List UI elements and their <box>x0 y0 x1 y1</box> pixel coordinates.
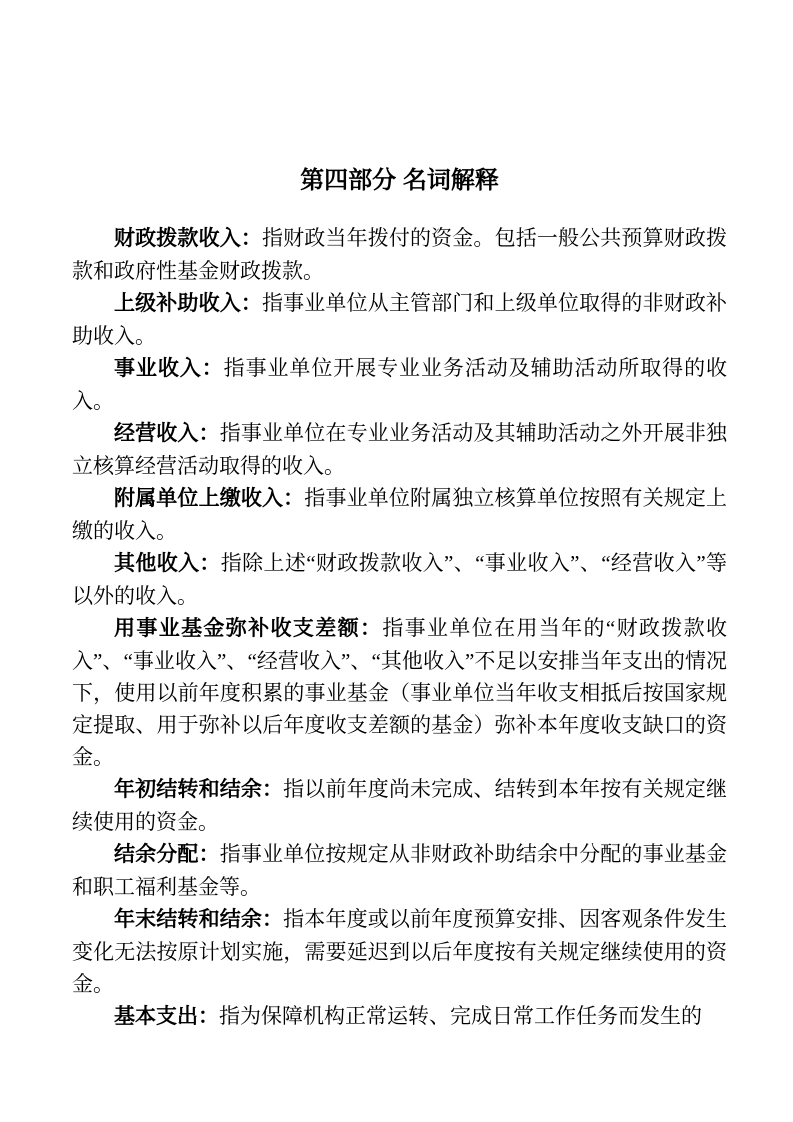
definition-paragraph <box>72 838 727 903</box>
definition-term: 财政拨款收入： <box>114 227 262 250</box>
definition-text: 指财政当年拨付的资金。包括一般公共预算财政拨款和政府性基金财政拨款。 <box>72 226 727 283</box>
page-title: 第四部分 名词解释 <box>300 167 499 194</box>
definition-term: 年初结转和结余： <box>114 778 284 801</box>
definition-term: 基本支出： <box>114 1005 219 1028</box>
definition-paragraph <box>72 287 727 352</box>
definition-text: 指事业单位开展专业业务活动及辅助活动所取得的收入。 <box>72 356 728 413</box>
definition-text: 指事业单位按规定从非财政补助结余中分配的事业基金和职工福利基金等。 <box>72 842 728 899</box>
definition-text: 指事业单位附属独立核算单位按照有关规定上缴的收入。 <box>72 486 728 543</box>
definition-paragraph <box>72 352 727 417</box>
definition-text: 指除上述“财政拨款收入”、“事业收入”、“经营收入”等以外的收入。 <box>72 551 727 608</box>
definition-text: 指事业单位在用当年的“财政拨款收入”、“事业收入”、“经营收入”、“其他收入”不足以安排当年支出的情况下，使用以前年度积累的事业基金（事业单位当年收支相抵后按国家规定提取、用于弥补以后年度收支差额的基金）弥补本年度收支缺口的资金。 <box>72 616 728 769</box>
definition-text: 指事业单位在专业业务活动及其辅助活动之外开展非独立核算经营活动取得的收入。 <box>72 421 728 478</box>
definition-paragraph <box>72 482 727 547</box>
definition-paragraph <box>72 222 727 287</box>
definition-term: 年末结转和结余： <box>114 908 284 931</box>
definition-term: 事业收入： <box>114 357 224 380</box>
definition-paragraph <box>72 547 727 612</box>
definition-text: 指事业单位从主管部门和上级单位取得的非财政补助收入。 <box>72 291 727 348</box>
definition-term: 附属单位上缴收入： <box>114 487 305 510</box>
definition-term: 用事业基金弥补收支差额： <box>114 617 383 640</box>
definition-paragraph <box>72 417 727 482</box>
definition-term: 结余分配： <box>114 843 220 866</box>
definition-term: 上级补助收入： <box>114 292 262 315</box>
definition-term: 经营收入： <box>114 422 220 445</box>
definition-text: 指本年度或以前年度预算安排、因客观条件发生变化无法按原计划实施，需要延迟到以后年度按有关规定继续使用的资金。 <box>72 907 728 996</box>
definition-term: 其他收入： <box>114 552 221 575</box>
definition-paragraph <box>72 612 727 773</box>
definition-text: 指以前年度尚未完成、结转到本年按有关规定继续使用的资金。 <box>72 777 728 834</box>
document-body <box>72 222 727 1033</box>
definition-paragraph <box>72 773 727 838</box>
definition-paragraph <box>72 903 727 1000</box>
definition-text: 指为保障机构正常运转、完成日常工作任务而发生的 <box>219 1004 702 1028</box>
definition-paragraph <box>72 1000 727 1033</box>
